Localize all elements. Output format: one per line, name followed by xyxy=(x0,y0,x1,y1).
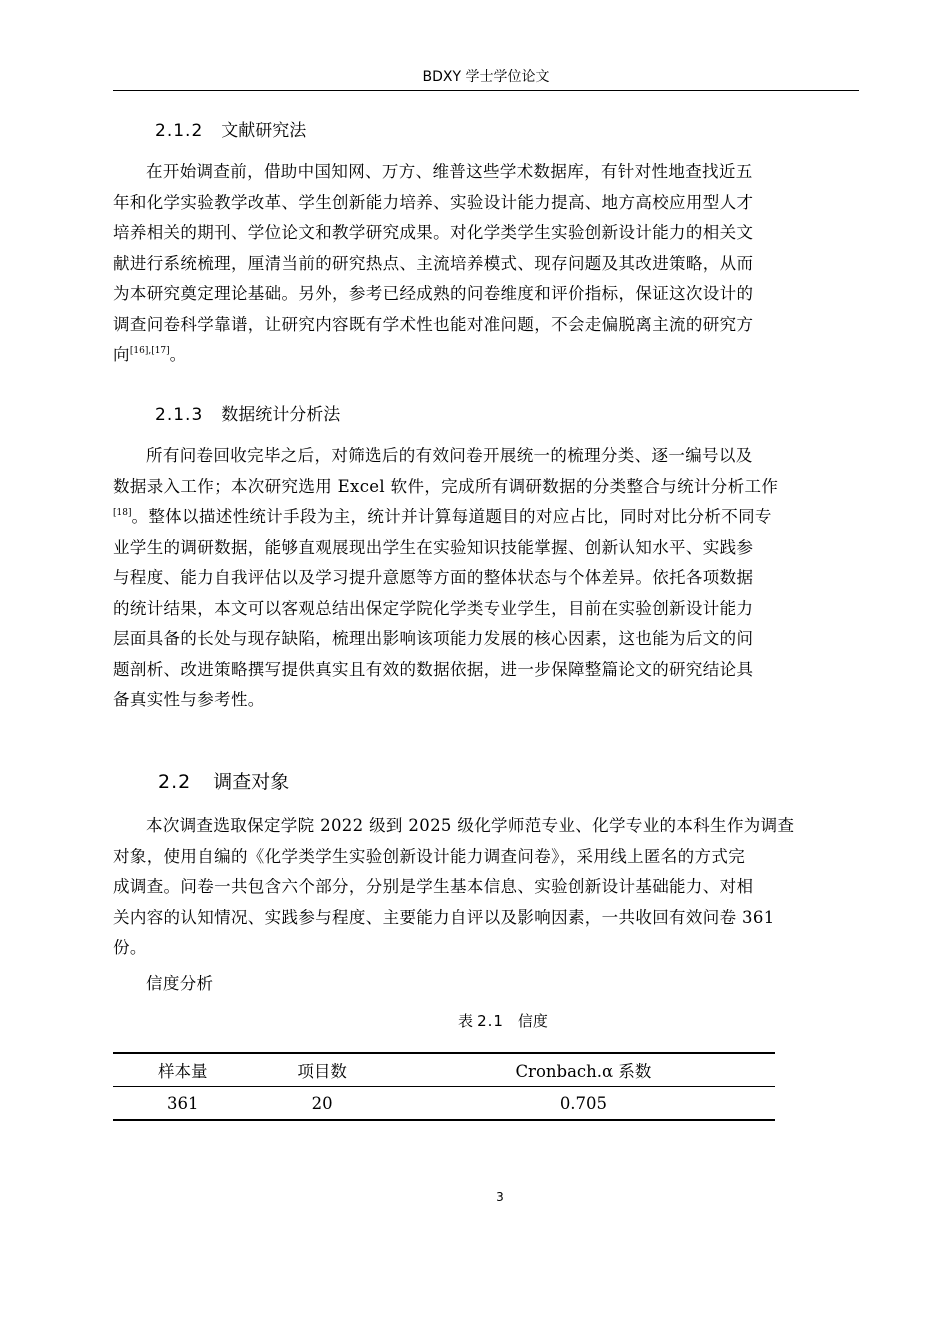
text-line: 数据录入工作；本次研究选用 Excel 软件，完成所有调研数据的分类整合与统计分析工作 xyxy=(113,476,779,496)
text-fragment: 向 xyxy=(113,345,130,364)
text-line: 在开始调查前，借助中国知网、万方、维普这些学术数据库，有针对性地查找近五 xyxy=(146,162,753,181)
table-header-row xyxy=(113,1053,775,1087)
section-heading-2-2 xyxy=(158,770,289,794)
text-line: 与程度、能力自我评估以及学习提升意愿等方面的整体状态与个体差异。依托各项数据 xyxy=(113,568,754,587)
text-line: 层面具备的长处与现存缺陷，梳理出影响该项能力发展的核心因素，这也能为后文的问 xyxy=(113,629,754,648)
table-row xyxy=(113,1087,775,1121)
section-title: 调查对象 xyxy=(213,771,290,793)
paragraph-statistics-method xyxy=(113,441,859,716)
text-line: 业学生的调研数据，能够直观展现出学生在实验知识技能掌握、创新认知水平、实践参 xyxy=(113,537,754,557)
header-title: BDXY 学士学位论文 xyxy=(422,69,550,85)
table-cell: 20 xyxy=(252,1087,391,1121)
text-line: 成调查。问卷一共包含六个部分，分别是学生基本信息、实验创新设计基础能力、对相 xyxy=(113,877,754,896)
table-cell: 361 xyxy=(113,1087,252,1121)
text-line: 为本研究奠定理论基础。另外，参考已经成熟的问卷维度和评价指标，保证这次设计的 xyxy=(113,284,754,303)
section-number: 2.1.2 xyxy=(155,121,204,141)
text-line: 调查问卷科学靠谱，让研究内容既有学术性也能对准问题，不会走偏脱离主流的研究方 xyxy=(113,314,754,334)
section-heading-2-1-2 xyxy=(155,119,306,143)
text-fragment: 。 xyxy=(169,345,187,364)
text-line: 年和化学实验教学改革、学生创新能力培养、实验设计能力提高、地方高校应用型人才 xyxy=(113,192,754,212)
column-header: 项目数 xyxy=(252,1053,391,1087)
section-heading-2-1-3 xyxy=(155,403,340,427)
text-line: 所有问卷回收完毕之后，对筛选后的有效问卷开展统一的梳理分类、逐一编号以及 xyxy=(146,446,753,465)
table-caption xyxy=(113,1010,893,1032)
section-title: 文献研究法 xyxy=(221,121,307,141)
caption-prefix: 表 xyxy=(458,1012,474,1030)
section-number: 2.1.3 xyxy=(155,405,204,425)
text-line: 对象，使用自编的《化学类学生实验创新设计能力调查问卷》，采用线上匿名的方式完 xyxy=(113,846,746,866)
text-line: 培养相关的期刊、学位论文和教学研究成果。对化学类学生实验创新设计能力的相关文 xyxy=(113,223,754,242)
text-line: 份。 xyxy=(113,938,147,957)
text-line: 题剖析、改进策略撰写提供真实且有效的数据依据，进一步保障整篇论文的研究结论具 xyxy=(113,659,754,679)
reliability-table xyxy=(113,1052,775,1121)
text-line: 关内容的认知情况、实践参与程度、主要能力自评以及影响因素，一共收回有效问卷 361 xyxy=(113,907,775,927)
column-header: Cronbach.α 系数 xyxy=(392,1053,775,1087)
text-line: 献进行系统梳理，厘清当前的研究热点、主流培养模式、现存问题及其改进策略，从而 xyxy=(113,253,754,273)
text-line xyxy=(113,340,859,371)
section-number: 2.2 xyxy=(158,771,192,793)
page-number: 3 xyxy=(496,1190,504,1204)
text-fragment: 。整体以描述性统计手段为主，统计并计算每道题目的对应占比，同时对比分析不同专 xyxy=(131,507,772,526)
text-line: 备真实性与参考性。 xyxy=(113,690,265,709)
text-line: 本次调查选取保定学院 2022 级到 2025 级化学师范专业、化学专业的本科生作为调查 xyxy=(146,816,795,835)
paragraph-survey-subjects xyxy=(113,811,859,964)
text-line xyxy=(113,502,859,533)
text-line: 信度分析 xyxy=(146,974,214,993)
section-title: 数据统计分析法 xyxy=(221,405,341,425)
column-header: 样本量 xyxy=(113,1053,252,1087)
citation-ref[interactable]: [16],[17] xyxy=(129,346,170,356)
text-line: 的统计结果，本文可以客观总结出保定学院化学类专业学生，目前在实验创新设计能力 xyxy=(113,598,754,618)
citation-ref[interactable]: [18] xyxy=(113,508,132,518)
caption-title: 信度 xyxy=(517,1012,548,1030)
page-header xyxy=(113,66,859,91)
caption-number: 2.1 xyxy=(477,1012,504,1030)
paragraph-reliability-label xyxy=(113,969,859,1000)
table-cell: 0.705 xyxy=(392,1087,775,1121)
paragraph-literature-method xyxy=(113,157,859,371)
